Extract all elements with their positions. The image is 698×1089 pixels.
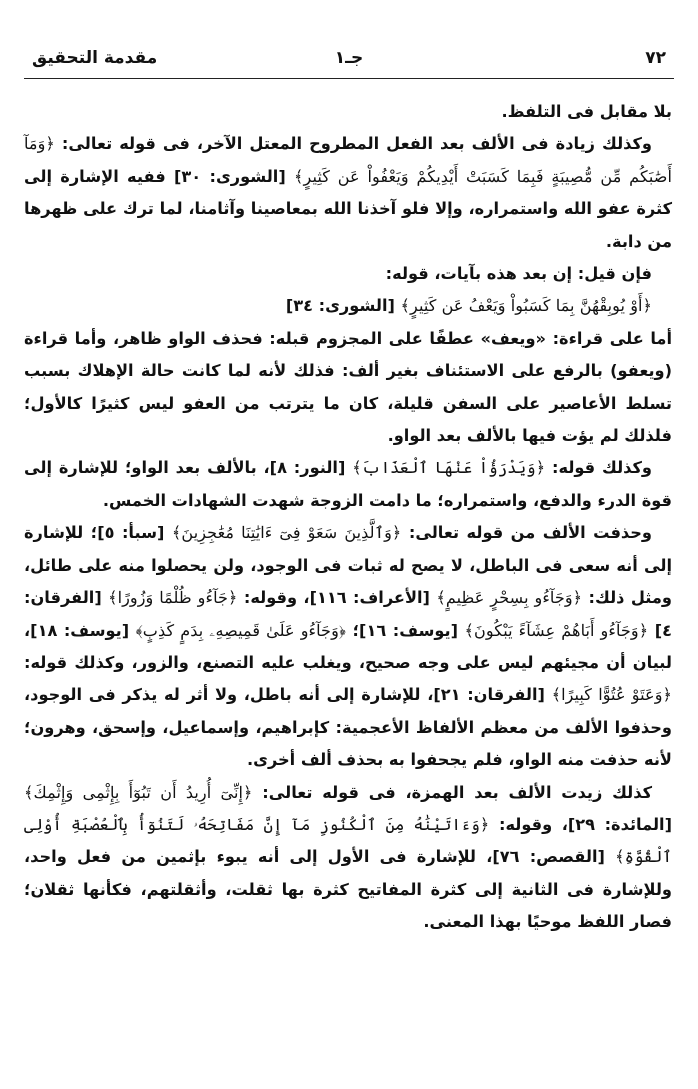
quran-verse: ﴿وَجَآءُو أَبَاهُمْ عِشَآءً يَبْكُونَ﴾ [464,620,649,640]
text-segment: أما على قراءة: «ويعف» عطفًا على المجزوم قبله: فحذف الواو ظاهر، وأما قراءة (ويعفو) بالرفع على الاستئناف بغير ألف: فذلك لأنه لما كانت حالة الإهلاك بسبب تسلط الأعاصير على السفن قليلة، كان ما يترتب من العفو ليس كثيرًا كالأول؛ فلذلك لم يؤت فيها بالألف بعد الواو. [24,328,672,446]
text-segment: [الفرقان: ٢١]، للإشارة إلى أنه باطل، ولا أثر له يذكر فى الوجود، وحذفوا الألف من معظم الألفاظ الأعجمية: كإبراهيم، وإسماعيل، وإسحق، وهرون؛ لأنه حذفت منه الواو، فلم يجحفوا به بحذف ألف أخرى. [24,685,672,770]
running-title: مقدمة التحقيق [32,48,158,68]
text-segment: فإن قيل: إن بعد هذه بآيات، قوله: [385,264,652,284]
text-segment: [يوسف: ١٨]، لبيان أن مجيئهم ليس على وجه صحيح، ويغلب عليه التصنع، والزور، وكذلك قوله: [24,620,672,672]
text-segment: وكذلك قوله: [545,458,652,478]
text-segment: وحذفت الألف من قوله تعالى: [401,523,652,543]
paragraph-5 [24,323,672,453]
paragraph-2 [24,128,672,258]
text-segment: كذلك زيدت الألف بعد الهمزة، فى قوله تعالى: [252,782,652,802]
quran-verse: ﴿أَوْ يُوبِقْهُنَّ بِمَا كَسَبُواْ وَيَعْفُ عَن كَثِيرٍ﴾ [400,296,652,316]
paragraph-8 [24,777,672,939]
volume-label: جـ١ [334,48,364,68]
paragraph-6 [24,452,672,517]
quran-verse: ﴿وَٱلَّذِينَ سَعَوْ فِىٓ ءَايَٰتِنَا مُعَٰجِزِينَ﴾ [171,523,402,543]
quran-verse: ﴿وَجَآءُو عَلَىٰ قَمِيصِهِۦ بِدَمٍ كَذِبٍ﴾ [135,620,347,640]
page-number: ٧٢ [645,48,666,68]
page-header [24,44,674,79]
quran-verse: ﴿وَءَاتَيْنَٰهُ مِنَ ٱلْكُنُوزِ مَآ إِنَّ مَفَاتِحَهُۥ لَتَنُوٓأُ بِٱلْعُصْبَةِ أُوْلِى ٱلْقُوَّةِ﴾ [24,814,672,867]
paragraph-4 [24,290,672,322]
quran-verse: ﴿جَآءُو ظُلْمًا وَزُورًا﴾ [108,588,238,608]
paragraph-7 [24,517,672,776]
text-segment: بلا مقابل فى التلفظ. [501,102,672,121]
paragraph-1 [24,96,672,128]
quran-verse: ﴿وَجَآءُو بِسِحْرٍ عَظِيمٍ﴾ [436,588,583,608]
text-segment: [القصص: ٧٦]، للإشارة فى الأول إلى أنه يبوء بإثمين من فعل واحد، وللإشارة فى الثانية إلى كثرة المفاتيح كثرة بها ثقلت، وأثقلتهم، فكأنها ثقلان؛ فصار اللفظ موحيًا بهذا المعنى. [24,847,672,932]
text-segment: [الأعراف: ١١٦]، وقوله: [237,588,437,608]
text-segment: [النور: ٨]، بالألف بعد الواو؛ للإشارة إلى قوة الدرء والدفع، واستمراره؛ ما دامت الزوجة شهدت الشهادات الخمس. [24,458,672,510]
text-segment: [سبأ: ٥]؛ للإشارة إلى أنه سعى فى الباطل، لا يصح له ثبات فى الوجود، ولن يحصلوا منه على طائل، ومثل ذلك: [24,523,672,608]
text-segment: [الفرقان: ٤] [24,588,672,640]
text-segment: وكذلك زيادة فى الألف بعد الفعل المطروح المعتل الآخر، فى قوله تعالى: [54,134,652,154]
text-segment: [الشورى: ٣٤] [285,296,401,316]
paragraph-3 [24,258,672,290]
page-body [24,96,672,939]
text-segment: [الشورى: ٣٠] ففيه الإشارة إلى كثرة عفو الله واستمراره، وإلا فلو آخذنا الله بمعاصينا وآثامنا، لما ترك على ظهرها من دابة. [24,166,672,251]
quran-verse: ﴿وَمَآ أَصَٰبَكُم مِّن مُّصِيبَةٍ فَبِمَا كَسَبَتْ أَيْدِيكُمْ وَيَعْفُواْ عَن كَثِيرٍ﴾ [24,134,673,186]
quran-verse: ﴿إِنِّىٓ أُرِيدُ أَن تَبُوٓأَ بِإِثْمِى وَإِثْمِكَ﴾ [24,782,253,802]
quran-verse: ﴿وَعَتَوْ عُتُوًّا كَبِيرًا﴾ [551,685,673,705]
text-segment: [المائدة: ٢٩]، وقوله: [489,814,672,834]
text-segment: [يوسف: ١٦]؛ [346,620,465,640]
quran-verse: ﴿وَيَدْرَؤُاْ عَنْهَا ٱلْعَذَابَ﴾ [352,458,546,478]
